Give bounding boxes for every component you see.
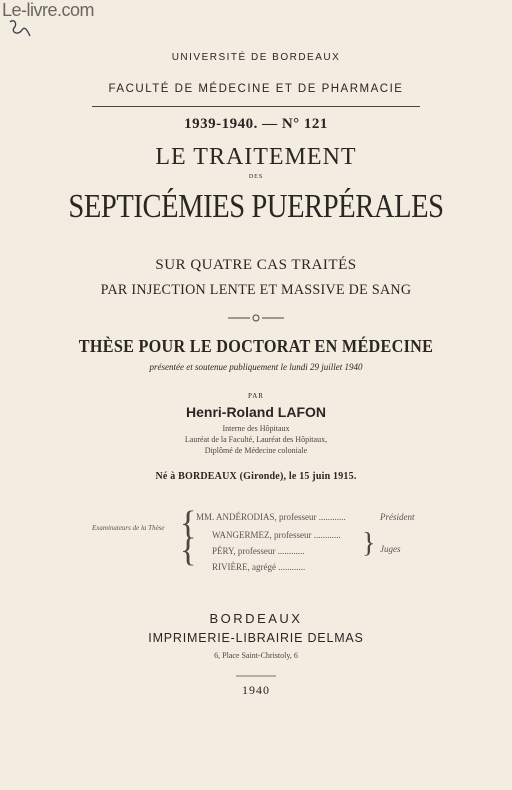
jury-bracket-right: } (362, 528, 376, 559)
jury-member-4: RIVIÈRE, agrégé ............ (212, 562, 306, 572)
publisher-name: IMPRIMERIE-LIBRAIRIE DELMAS (148, 631, 364, 645)
author-title-3: Diplômé de Médecine coloniale (204, 446, 308, 455)
subtitle-line-2: PAR INJECTION LENTE ET MASSIVE DE SANG (100, 282, 412, 298)
publisher-city: BORDEAUX (209, 611, 303, 626)
publication-year: 1940 (242, 683, 270, 697)
jury-member-2: WANGERMEZ, professeur ............ (212, 530, 341, 540)
presented-line: présentée et soutenue publiquement le lundi 29 juillet 1940 (149, 362, 363, 372)
title-line-2: SEPTICÉMIES PUERPÉRALES (68, 188, 444, 225)
author-birth: Né à BORDEAUX (Gironde), le 15 juin 1915. (155, 471, 357, 482)
subtitle-line-1: SUR QUATRE CAS TRAITÉS (155, 257, 357, 273)
jury-member-3: PÉRY, professeur ............ (212, 546, 305, 556)
year-number: 1939-1940. — N° 121 (184, 116, 328, 132)
title-des: DES (248, 174, 264, 180)
jury-label: Examinateurs de la Thèse (92, 524, 165, 532)
pen-scribble (8, 18, 32, 40)
jury-bracket-left-2: { (180, 532, 197, 569)
header-rule (92, 106, 420, 107)
jury-president: Président (380, 512, 415, 522)
watermark: Le-livre.com (2, 0, 95, 20)
ornament-divider-2 (236, 670, 276, 682)
ornament-divider-1 (228, 312, 284, 324)
these-title: THÈSE POUR LE DOCTORAT EN MÉDECINE (78, 336, 434, 356)
author-title-2: Lauréat de la Faculté, Lauréat des Hôpitaux, (184, 435, 328, 444)
publisher-address: 6, Place Saint-Christoly, 6 (214, 651, 298, 660)
jury-juges: Juges (380, 544, 401, 554)
title-line-1: LE TRAITEMENT (155, 144, 357, 170)
par-label: PAR (248, 392, 264, 400)
jury-member-1: MM. ANDÉRODIAS, professeur ............ (196, 512, 346, 522)
author-title-1: Interne des Hôpitaux (222, 424, 290, 433)
university-heading: UNIVERSITÉ DE BORDEAUX (171, 52, 341, 63)
jury-bracket-left: { (180, 505, 197, 542)
faculty-heading: FACULTÉ DE MÉDECINE ET DE PHARMACIE (108, 83, 404, 95)
author-name: Henri-Roland LAFON (186, 404, 326, 420)
